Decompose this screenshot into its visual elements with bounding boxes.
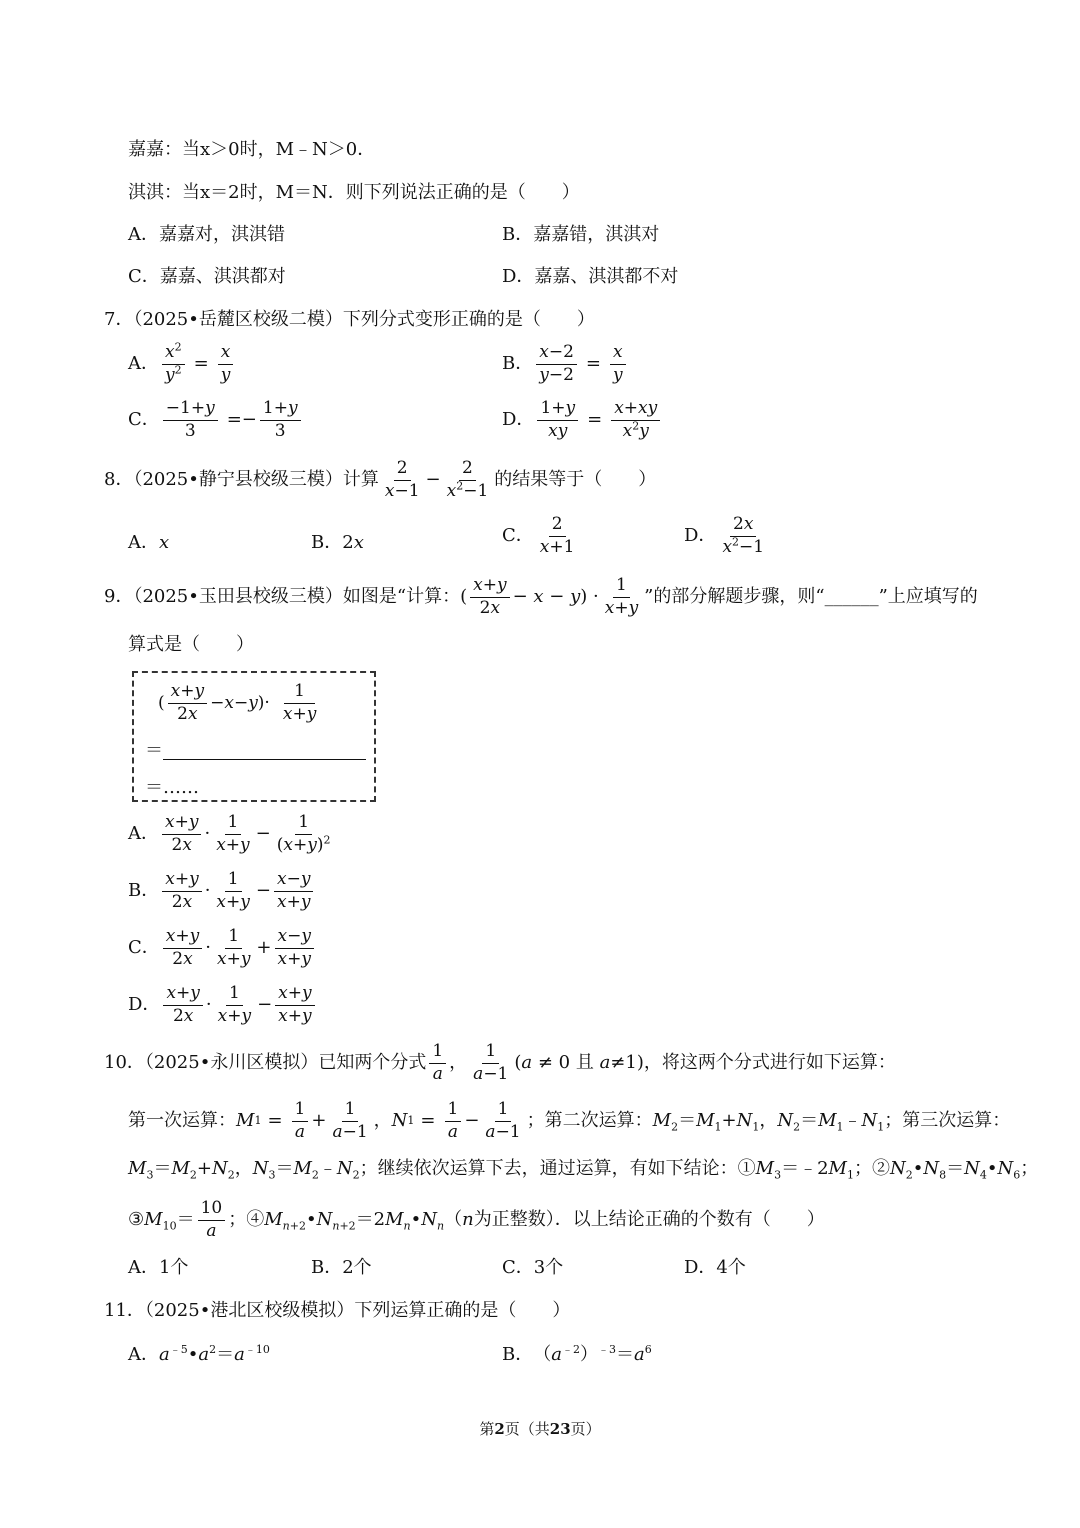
q6-option-d-text: D．嘉嘉、淇淇都不对 xyxy=(502,266,679,287)
q8-option-a[interactable]: A． x xyxy=(128,532,170,553)
fraction: $\frac{1}{x+y}$ xyxy=(216,812,250,855)
footer-total-pages: 23 xyxy=(549,1420,571,1438)
fraction: $\frac{1}{x+y}$ xyxy=(216,926,251,969)
fraction: $\frac{x-2}{y-2}$ xyxy=(536,344,577,385)
q8-option-c[interactable]: C． $\frac{2}{x+1}$ xyxy=(502,516,580,557)
q8-option-b[interactable]: B． 2 x xyxy=(311,532,364,553)
fraction: $\frac{1}{a}$ xyxy=(445,1101,462,1142)
q9-stem: 9．（2025•玉田县校级三模）如图是“计算： ( $\frac{x+y}{2x}$ − x − y) · $\frac{1}{x+y}$ ”的部分解题步骤，则“______”上应填写的 xyxy=(104,575,978,618)
fraction: $\frac{x+y}{2x}$ xyxy=(168,683,207,724)
fraction: $\frac{x+y}{2x}$ xyxy=(162,871,201,912)
q10-stem-pre: 10．（2025•永川区模拟）已知两个分式 xyxy=(104,1052,427,1074)
q10-option-c[interactable] xyxy=(502,1259,563,1277)
q10-option-b[interactable] xyxy=(311,1259,372,1277)
q11-stem-text: 11．（2025•港北区校级模拟）下列运算正确的是（ ） xyxy=(104,1300,571,1321)
q7-option-c-letter: C． xyxy=(128,409,160,431)
q9-stem-pre: 9．（2025•玉田县校级三模）如图是“计算： xyxy=(104,586,461,608)
fraction: $\frac{x}{y}$ xyxy=(610,344,626,385)
q7-option-a-letter: A． xyxy=(128,353,159,375)
q7-stem xyxy=(104,311,595,329)
q10-option-b-text: B．2个 xyxy=(311,1257,372,1278)
q11-stem xyxy=(104,1302,570,1320)
fraction: $\frac{x+y}{2x}$ xyxy=(470,577,509,618)
box-last-line xyxy=(145,779,199,797)
q7-option-d-letter: D． xyxy=(502,409,535,431)
fraction: $\frac{1}{x+y}$ xyxy=(282,681,317,724)
q10-option-d[interactable] xyxy=(684,1259,746,1277)
fraction: $\frac{1}{(x+y)^2}$ xyxy=(276,812,331,855)
page-footer xyxy=(0,1418,1080,1439)
q10-option-c-text: C．3个 xyxy=(502,1257,564,1278)
footer-page-number: 2 xyxy=(494,1420,505,1438)
fraction: $\frac{x+y}{2x}$ xyxy=(162,814,201,855)
q7-option-c[interactable]: C． $\frac{-1+y}{3}$ =− $\frac{1+y}{3}$ xyxy=(128,400,304,441)
q8-stem: 8．（2025•静宁县校级三模）计算 $\frac{2}{x-1}$ − $\frac{2}{x^2-1}$ 的结果等于（ ） xyxy=(104,458,657,501)
fraction: $\frac{1+y}{xy}$ xyxy=(537,400,578,441)
fraction: $\frac{x+y}{2x}$ xyxy=(163,928,202,969)
q10-line3: $③M_{10}=$ $\frac{10}{a}$ ；$④M_{n+2}•N_{n+2}=2M_n•N_n(n$为正整数）．以上结论正确的个数有（ ） xyxy=(128,1198,825,1241)
fraction: $\frac{2}{x+1}$ xyxy=(539,514,575,557)
fraction: $\frac{1}{x+y}$ xyxy=(604,575,639,618)
q7-option-b-letter: B． xyxy=(502,353,534,375)
q6-option-a-text: A．嘉嘉对，淇淇错 xyxy=(128,224,285,245)
box-expression: ( $\frac{x+y}{2x}$ −x−y)· $\frac{1}{x+y}$ xyxy=(158,683,329,724)
fraction: $\frac{1}{a-1}$ xyxy=(485,1099,521,1142)
fraction: $\frac{1}{a}$ xyxy=(429,1043,446,1084)
q7-stem-text: 7．（2025•岳麓区校级二模）下列分式变形正确的是（ ） xyxy=(104,309,595,330)
q10-line2: $M_3=M_2+N_2$，$N_3=M_2﹣N_2$；继续依次运算下去，通过运算，有如下结论：$①M_3=﹣2M_1$；$②N_2•N_8=N_4•N_6$； xyxy=(128,1158,1039,1182)
q6-option-c[interactable] xyxy=(128,268,286,286)
q7-option-b[interactable]: B． $\frac{x-2}{y-2}$ = $\frac{x}{y}$ xyxy=(502,344,629,385)
q9-option-a[interactable]: A． $\frac{x+y}{2x}$ · $\frac{1}{x+y}$ − $\frac{1}{(x+y)^2}$ xyxy=(128,814,336,855)
fraction: $\frac{1}{a}$ xyxy=(292,1101,309,1142)
footer-post: 页） xyxy=(570,1420,601,1438)
footer-pre: 第 xyxy=(479,1420,495,1438)
q6-option-d[interactable] xyxy=(502,268,678,286)
fraction: $\frac{x^2}{y^2}$ xyxy=(162,344,185,385)
fraction: $\frac{2}{x^2-1}$ xyxy=(446,458,489,501)
q9-stem-line2-text: 算式是（ ） xyxy=(128,634,254,655)
q10-stem: 10．（2025•永川区模拟）已知两个分式 $\frac{1}{a}$ ， $\frac{1}{a-1}$ (a ≠ 0 且 a≠1) ，将这两个分式进行如下运算： xyxy=(104,1041,896,1084)
answer-blank xyxy=(163,741,366,760)
box-last-text: ＝…… xyxy=(145,777,199,798)
q7-option-a[interactable]: A． $\frac{x^2}{y^2}$ = $\frac{x}{y}$ xyxy=(128,344,236,385)
q6-option-c-text: C．嘉嘉、淇淇都对 xyxy=(128,266,286,287)
fraction: $\frac{1}{a-1}$ xyxy=(473,1041,509,1084)
q6-option-b-text: B．嘉嘉错，淇淇对 xyxy=(502,224,660,245)
fraction: $\frac{2x}{x^2-1}$ xyxy=(722,514,765,557)
q6-option-a[interactable] xyxy=(128,226,285,244)
q7-option-d[interactable]: D． $\frac{1+y}{xy}$ = $\frac{x+xy}{x^2y}$ xyxy=(502,400,663,441)
jiajia-text: 嘉嘉：当x＞0时，M﹣N＞0． xyxy=(128,139,376,160)
box-blank-line: ＝ xyxy=(145,741,366,760)
fraction: $\frac{1+y}{3}$ xyxy=(260,400,301,441)
fraction: $\frac{1}{x+y}$ xyxy=(217,983,252,1026)
fraction: $\frac{2}{x-1}$ xyxy=(384,458,420,501)
q9-stem-line2 xyxy=(128,636,254,654)
fraction: $\frac{x+y}{x+y}$ xyxy=(275,985,314,1026)
fraction: $\frac{x+y}{2x}$ xyxy=(163,985,202,1026)
q9-option-d[interactable]: D． $\frac{x+y}{2x}$ · $\frac{1}{x+y}$ − $\frac{x+y}{x+y}$ xyxy=(128,985,318,1026)
fraction: $\frac{x+xy}{x^2y}$ xyxy=(611,400,660,441)
footer-mid: 页（共 xyxy=(504,1420,550,1438)
q9-option-c[interactable]: C． $\frac{x+y}{2x}$ · $\frac{1}{x+y}$ + $\frac{x-y}{x+y}$ xyxy=(128,928,317,969)
fraction: $\frac{x-y}{x+y}$ xyxy=(275,928,314,969)
fraction: $\frac{1}{a-1}$ xyxy=(332,1099,368,1142)
q11-option-a[interactable]: A． $a^{﹣5}•a^2=a^{﹣10}$ xyxy=(128,1343,270,1365)
q8-stem-pre: 8．（2025•静宁县校级三模）计算 xyxy=(104,469,379,491)
q10-option-d-text: D．4个 xyxy=(684,1257,746,1278)
q11-option-b[interactable]: B． $(a^{﹣2})^{﹣3}=a^6$ xyxy=(502,1343,652,1365)
q10-stem-post: ，将这两个分式进行如下运算： xyxy=(643,1052,896,1074)
q10-line1: 第一次运算： M 1 = $\frac{1}{a}$ + $\frac{1}{a-1}$ ， N 1 = $\frac{1}{a}$ − $\frac{1}{a-1}$ ；第二次运算：$M_2=M_1+N_1$，$N_2=M_1﹣N_1$；第三次运算： xyxy=(128,1099,1011,1142)
qiqi-statement xyxy=(128,184,580,202)
fraction: $\frac{1}{x+y}$ xyxy=(216,869,250,912)
q9-stem-post: ”的部分解题步骤，则“______”上应填写的 xyxy=(644,586,978,608)
fraction: $\frac{x-y}{x+y}$ xyxy=(274,871,313,912)
q8-option-d[interactable]: D． $\frac{2x}{x^2-1}$ xyxy=(684,516,770,557)
q8-stem-post: 的结果等于（ ） xyxy=(494,469,657,491)
qiqi-text: 淇淇：当x＝2时，M＝N．则下列说法正确的是（ ） xyxy=(128,182,580,203)
q10-option-a[interactable] xyxy=(128,1259,188,1277)
q9-option-b[interactable]: B． $\frac{x+y}{2x}$ · $\frac{1}{x+y}$ − $\frac{x-y}{x+y}$ xyxy=(128,871,316,912)
jiajia-statement xyxy=(128,141,375,159)
fraction: $\frac{-1+y}{3}$ xyxy=(163,400,218,441)
fraction: $\frac{x}{y}$ xyxy=(218,344,234,385)
q6-option-b[interactable] xyxy=(502,226,659,244)
q10-option-a-text: A．1个 xyxy=(128,1257,189,1278)
fraction: $\frac{10}{a}$ xyxy=(198,1200,226,1241)
